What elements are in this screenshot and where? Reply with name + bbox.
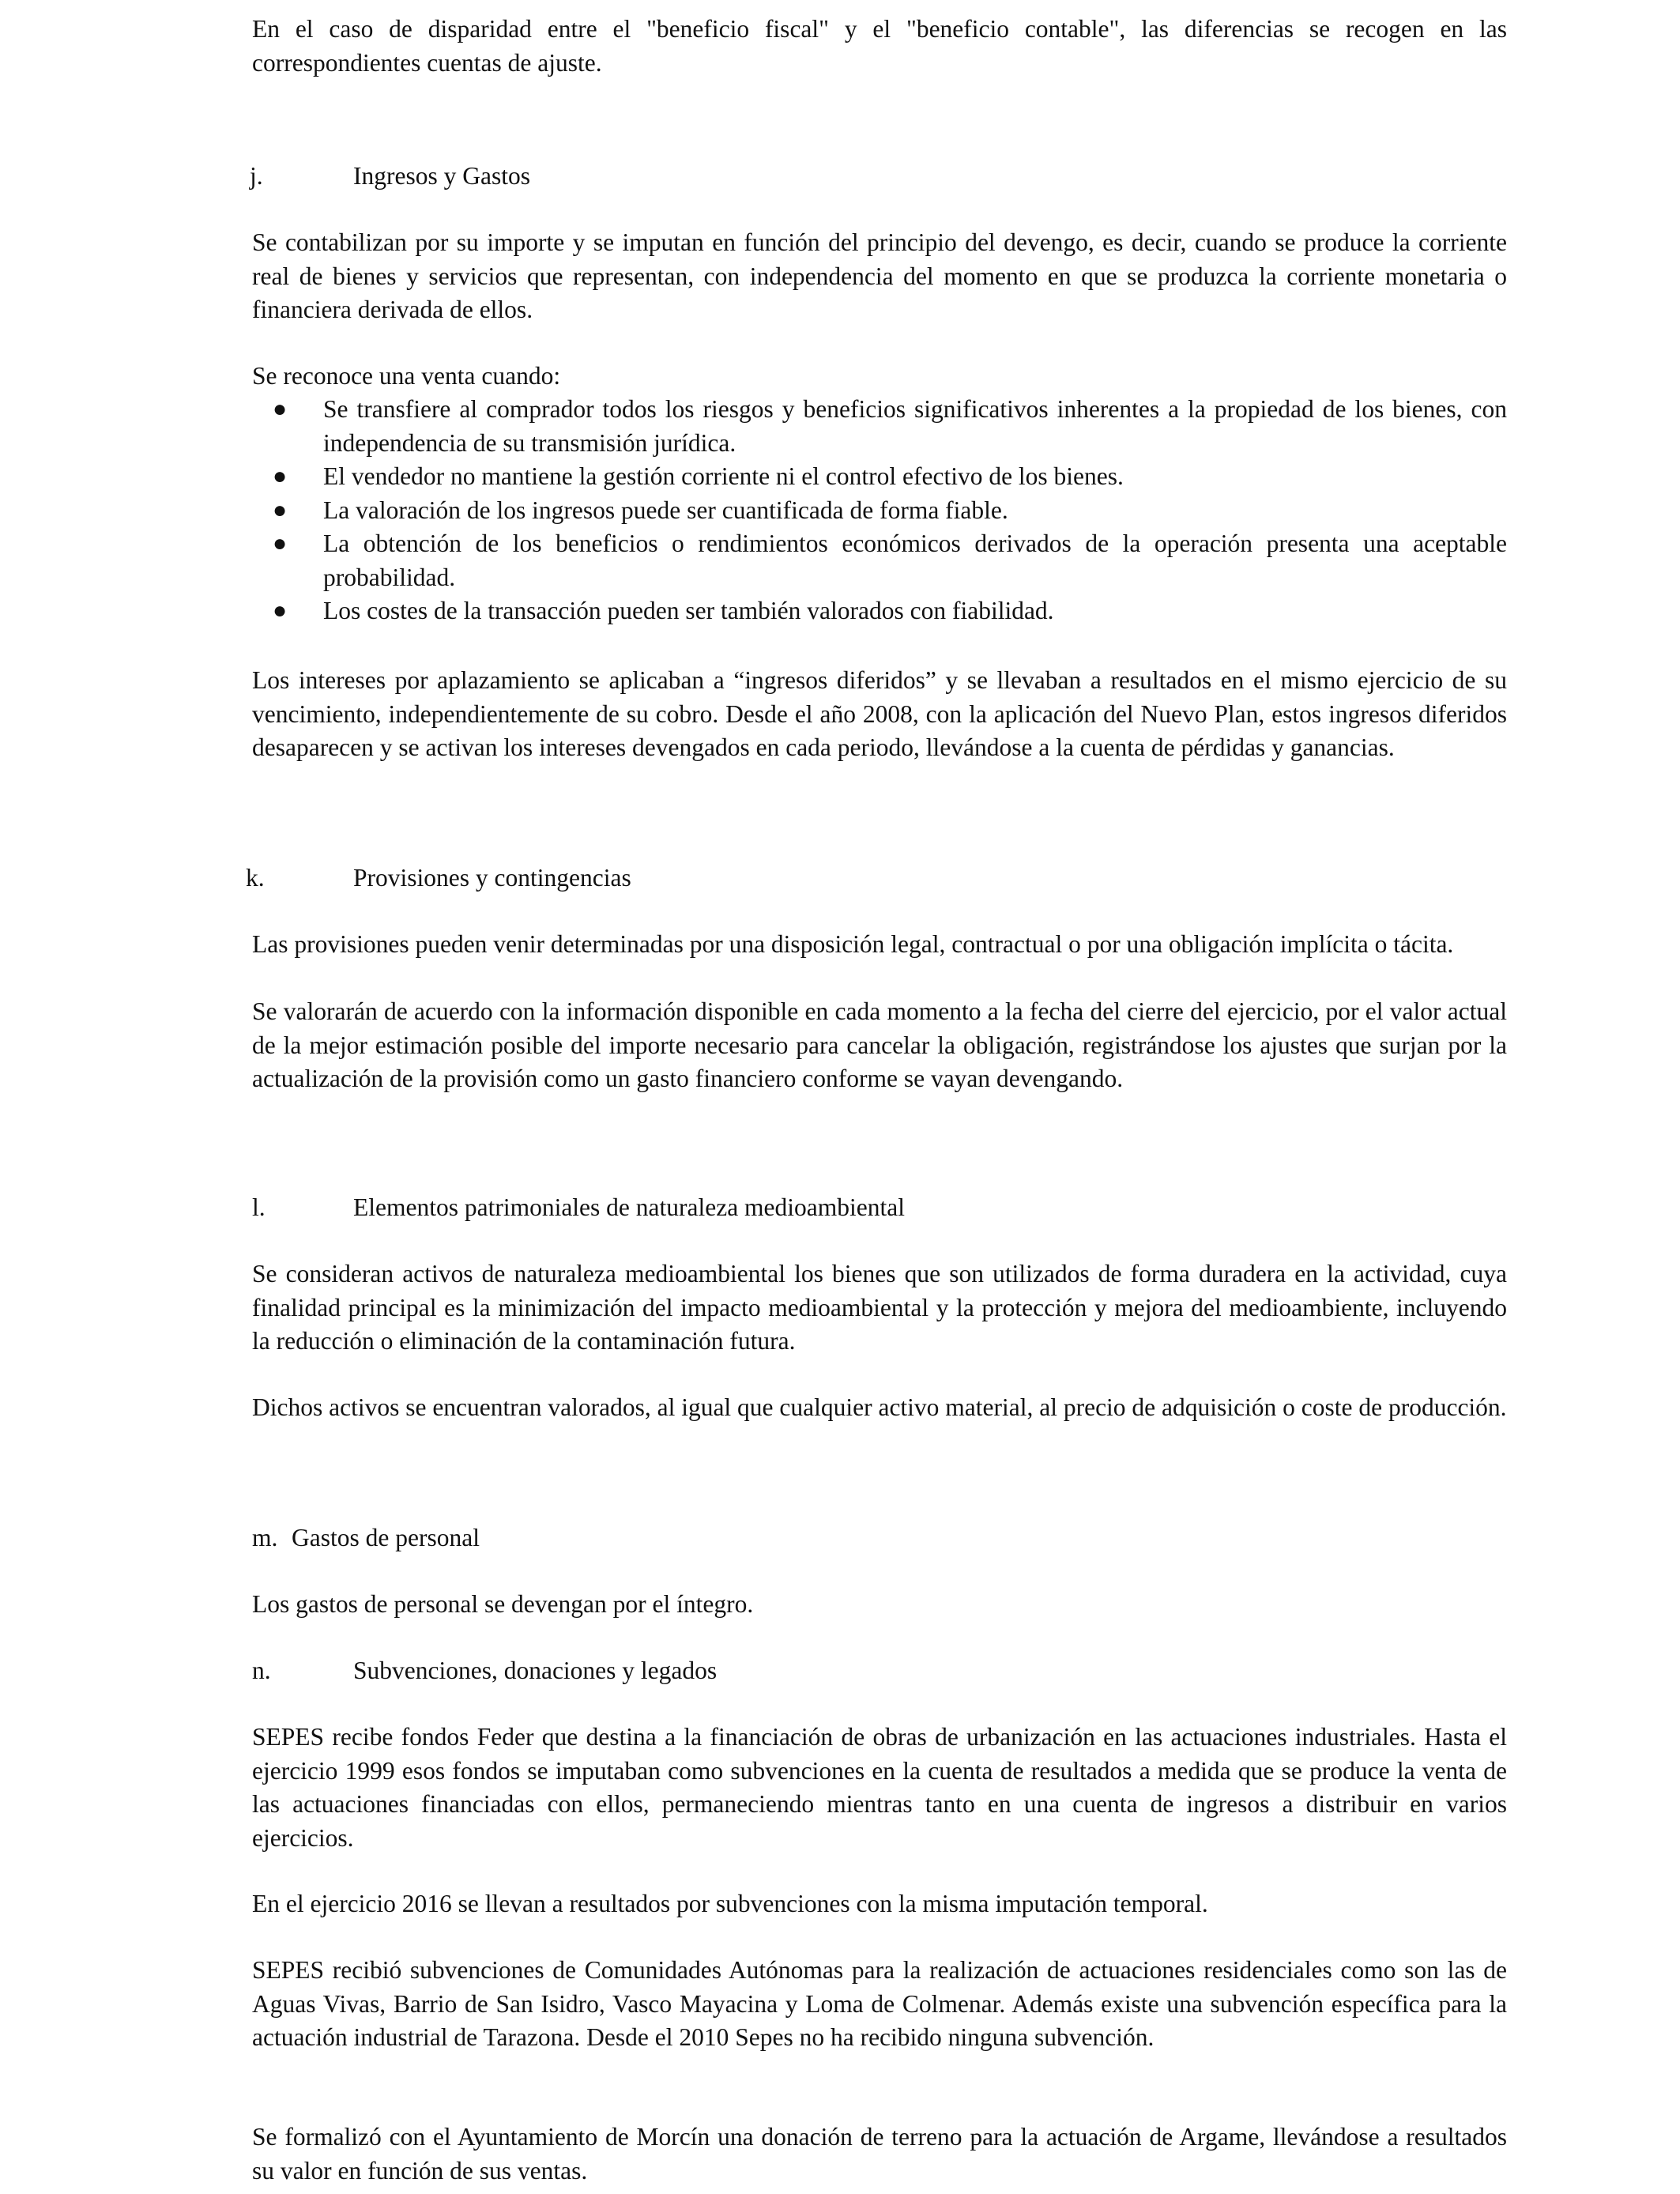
list-item: ● Los costes de la transacción pueden ser también valorados con fiabilidad.	[252, 594, 1507, 628]
list-item: ● La valoración de los ingresos puede ser cuantificada de forma fiable.	[252, 494, 1507, 528]
section-n-paragraph-1: SEPES recibe fondos Feder que destina a la financiación de obras de urbanización en las actuaciones industriales. Hasta el ejercicio 1999 esos fondos se imputaban como subvenciones en la cuenta de resultados a medida que se produce la venta de las actuaciones financiadas con ellos, permaneciendo mientras tanto en una cuenta de ingresos a distribuir en varios ejercicios.	[252, 1723, 1507, 1852]
list-item: ● La obtención de los beneficios o rendimientos económicos derivados de la operación presenta una aceptable probabilidad.	[252, 527, 1507, 594]
section-j-paragraph-2: Los intereses por aplazamiento se aplicaban a “ingresos diferidos” y se llevaban a resultados en el mismo ejercicio de su vencimiento, independientemente de su cobro. Desde el año 2008, con la aplicación del Nuevo Plan, estos ingresos diferidos desaparecen y se activan los intereses devengados en cada periodo, llevándose a la cuenta de pérdidas y ganancias.	[252, 666, 1507, 761]
section-m-paragraph-1: Los gastos de personal se devengan por el íntegro.	[252, 1590, 754, 1618]
section-n-paragraph-3: SEPES recibió subvenciones de Comunidades Autónomas para la realización de actuaciones residenciales como son las de Aguas Vivas, Barrio de San Isidro, Vasco Mayacina y Loma de Colmenar. Además existe una subvención específica para la actuación industrial de Tarazona. Desde el 2010 Sepes no ha recibido ninguna subvención.	[252, 1956, 1507, 2051]
bullet-icon: ●	[273, 598, 288, 624]
section-title: Subvenciones, donaciones y legados	[353, 1657, 718, 1684]
section-j-bullet-list	[252, 393, 1507, 628]
section-letter: n.	[252, 1657, 271, 1684]
section-k-heading	[246, 861, 1115, 895]
section-title: Provisiones y contingencias	[353, 864, 631, 892]
bullet-icon: ●	[273, 463, 288, 489]
section-j-list-intro: Se reconoce una venta cuando:	[252, 362, 561, 390]
section-j-heading	[250, 160, 1119, 193]
section-title: Elementos patrimoniales de naturaleza medioambiental	[353, 1193, 905, 1221]
section-letter: j.	[250, 162, 263, 190]
section-k-paragraph-2: Se valorarán de acuerdo con la información disponible en cada momento a la fecha del cierre del ejercicio, por el valor actual de la mejor estimación posible del importe necesario para cancelar la obligación, registrándose los ajustes que surjan por la actualización de la provisión como un gasto financiero conforme se vayan devengando.	[252, 997, 1507, 1092]
section-n-paragraph-2: En el ejercicio 2016 se llevan a resultados por subvenciones con la misma imputación temporal.	[252, 1890, 1208, 1917]
intro-paragraph: En el caso de disparidad entre el "beneficio fiscal" y el "beneficio contable", las diferencias se recogen en las correspondientes cuentas de ajuste.	[252, 15, 1507, 77]
bullet-icon: ●	[273, 396, 288, 422]
list-item: ● Se transfiere al comprador todos los riesgos y beneficios significativos inherentes a la propiedad de los bienes, con independencia de su transmisión jurídica.	[252, 393, 1507, 460]
section-m-heading	[252, 1521, 1121, 1555]
section-letter: m.	[252, 1524, 278, 1551]
section-l-heading	[252, 1191, 1121, 1224]
section-n-paragraph-4: Se formalizó con el Ayuntamiento de Morcín una donación de terreno para la actuación de Argame, llevándose a resultados su valor en función de sus ventas.	[252, 2123, 1507, 2185]
section-title: Gastos de personal	[292, 1524, 480, 1551]
section-k-paragraph-1: Las provisiones pueden venir determinadas por una disposición legal, contractual o por una obligación implícita o tácita.	[252, 930, 1454, 958]
bullet-icon: ●	[273, 496, 288, 523]
section-l-paragraph-2: Dichos activos se encuentran valorados, al igual que cualquier activo material, al precio de adquisición o coste de producción.	[252, 1393, 1507, 1421]
section-letter: k.	[246, 864, 265, 892]
section-letter: l.	[252, 1193, 266, 1221]
section-n-heading	[252, 1654, 1121, 1687]
bullet-icon: ●	[273, 530, 288, 556]
list-item: ● El vendedor no mantiene la gestión corriente ni el control efectivo de los bienes.	[252, 460, 1507, 494]
section-j-paragraph-1: Se contabilizan por su importe y se imputan en función del principio del devengo, es decir, cuando se produce la corriente real de bienes y servicios que representan, con independencia del momento en que se produzca la corriente monetaria o financiera derivada de ellos.	[252, 228, 1507, 323]
section-l-paragraph-1: Se consideran activos de naturaleza medioambiental los bienes que son utilizados de forma duradera en la actividad, cuya finalidad principal es la minimización del impacto medioambiental y la protección y mejora del medioambiente, incluyendo la reducción o eliminación de la contaminación futura.	[252, 1260, 1507, 1355]
section-title: Ingresos y Gastos	[353, 162, 530, 190]
